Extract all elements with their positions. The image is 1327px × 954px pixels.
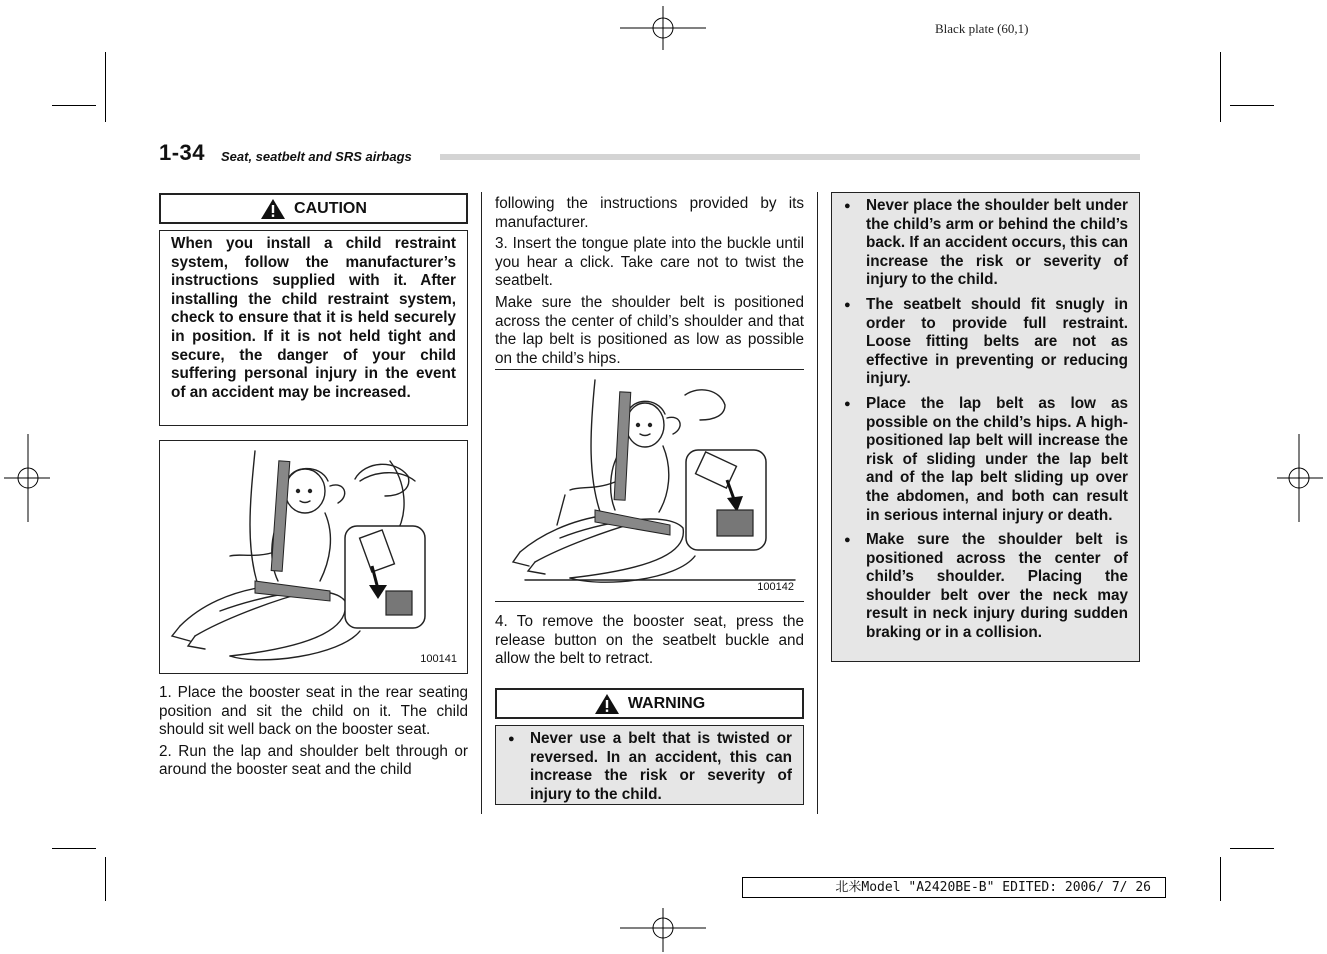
step-2-continued: following the instructions provided by its manufacturer. <box>495 195 804 231</box>
figure-code: 100142 <box>757 581 794 593</box>
caution-bullet <box>842 531 1128 643</box>
plate-label: Black plate (60,1) <box>935 21 1029 36</box>
caution-body-box <box>159 230 468 426</box>
bullet-icon: ● <box>508 733 515 745</box>
step-2: 2. Run the lap and shoulder belt through or around the booster seat and the child <box>159 742 468 779</box>
caution-bullet <box>842 395 1128 525</box>
bullet-icon: ● <box>844 397 851 410</box>
belt-position-note: Make sure the shoulder belt is positioned across the center of child’s shoulder and that the lap belt is positioned as low as possible on the child’s hips. <box>495 293 804 367</box>
column-divider <box>817 192 818 814</box>
warning-triangle-icon <box>594 693 620 715</box>
caution-bullet-text: Make sure the shoulder belt is positioned across the center of child’s shoulder. Placing the shoulder belt over the neck may result in neck injury during sudden braking or in a collision. <box>866 531 1128 642</box>
crop-mark <box>1230 848 1274 849</box>
column-divider <box>481 192 482 814</box>
bullet-icon: ● <box>844 200 851 212</box>
crop-mark <box>1220 52 1221 122</box>
caution-bullet <box>842 197 1128 290</box>
caution-text: When you install a child restraint system, follow the manufacturer’s instructions supplied with it. After installing the child restraint system, check to ensure that it is held securely in position. If it is not held tight and secure, the danger of your child suffering personal injury in the event of an accident may be increased. <box>171 235 456 401</box>
illustration-child-booster-seat-icon <box>160 441 467 673</box>
caution-bullet-text: Never place the shoulder belt under the child’s arm or behind the child’s back. If an accident occurs, this can increase the risk or severity of injury to the child. <box>866 197 1128 289</box>
figure-code: 100141 <box>420 653 457 665</box>
caution-bullet-text: Place the lap belt as low as possible on the child’s hips. A high-positioned lap belt will increase the risk of sliding under the lap belt and of the lap belt sliding up over the abdomen, and both can result in serious internal injury or death. <box>866 394 1128 524</box>
illustration-buckle-insert-icon <box>495 370 804 602</box>
registration-mark-icon <box>620 908 706 952</box>
registration-mark-icon <box>620 6 706 50</box>
warning-body-box <box>495 725 804 805</box>
figure-buckle-insert <box>495 369 804 602</box>
registration-mark-icon <box>1277 434 1323 522</box>
header-rule <box>440 154 1140 160</box>
caution-title: CAUTION <box>294 199 367 217</box>
bullet-icon: ● <box>844 298 851 311</box>
step-1: 1. Place the booster seat in the rear seating position and sit the child on it. The child should sit well back on the booster seat. <box>159 684 468 739</box>
steps-column-2 <box>495 195 804 371</box>
figure-booster-seat-belt <box>159 440 468 674</box>
section-title: Seat, seatbelt and SRS airbags <box>221 149 412 164</box>
warning-title: WARNING <box>627 694 706 712</box>
caution-continued-box <box>831 192 1140 662</box>
crop-mark <box>52 105 96 106</box>
steps-column-1 <box>159 684 468 783</box>
crop-mark <box>105 52 106 122</box>
edit-info: 北米Model "A2420BE-B" EDITED: 2006/ 7/ 26 <box>742 877 1166 898</box>
caution-header <box>159 193 468 224</box>
warning-bullet-text: Never use a belt that is twisted or reversed. In an accident, this can increase the risk or severity of injury to the child. <box>530 730 792 803</box>
crop-mark <box>1220 857 1221 901</box>
crop-mark <box>52 848 96 849</box>
step-4-text: 4. To remove the booster seat, press the release button on the seatbelt buckle and allow the belt to retract. <box>495 613 804 668</box>
warning-triangle-icon <box>260 198 286 220</box>
caution-bullet <box>842 296 1128 389</box>
bullet-icon: ● <box>844 534 851 547</box>
step-3: 3. Insert the tongue plate into the buckle until you hear a click. Take care not to twist the seatbelt. <box>495 235 804 290</box>
caution-bullet-text: The seatbelt should fit snugly in order to provide full restraint. Loose fitting belts are not as effective in preventing or reducing injury. <box>866 295 1128 388</box>
registration-mark-icon <box>4 434 50 522</box>
step-4 <box>495 613 804 672</box>
warning-bullet <box>506 730 792 804</box>
warning-header <box>495 688 804 719</box>
crop-mark <box>1230 105 1274 106</box>
page-number: 1-34 <box>159 140 206 165</box>
crop-mark <box>105 857 106 901</box>
